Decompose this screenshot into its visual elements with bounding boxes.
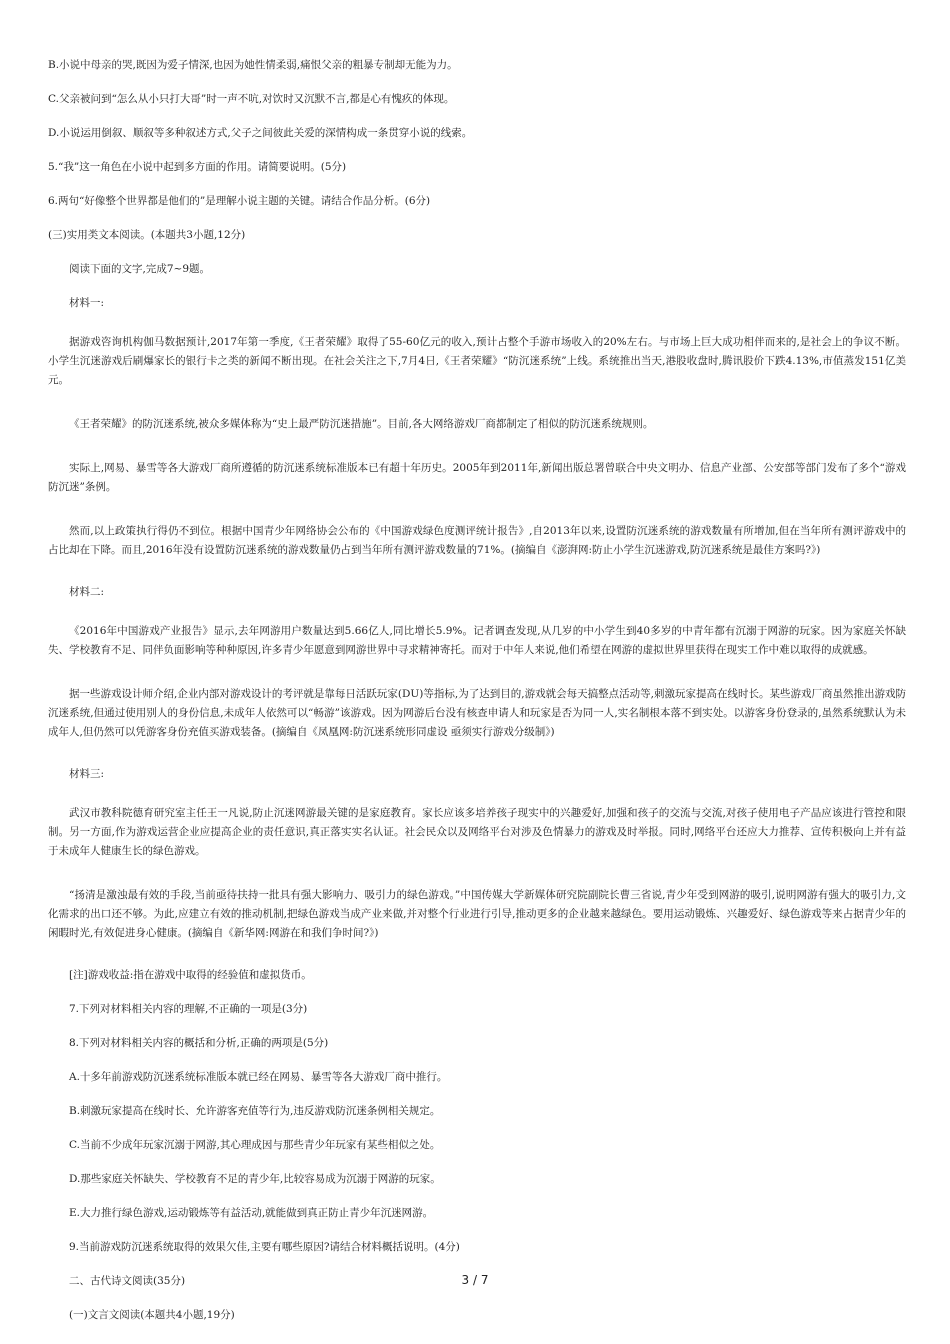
option-d: D.小说运用倒叙、顺叙等多种叙述方式,父子之间彼此关爱的深情构成一条贯穿小说的线索。 <box>48 127 473 139</box>
question-8-option-c: C.当前不少成年玩家沉溺于网游,其心理成因与那些青少年玩家有某些相似之处。 <box>69 1139 441 1151</box>
question-6: 6.两句“好像整个世界都是他们的”是理解小说主题的关键。请结合作品分析。(6分) <box>48 195 431 207</box>
question-8-option-a: A.十多年前游戏防沉迷系统标准版本就已经在网易、暴雪等各大游戏厂商中推行。 <box>69 1071 448 1083</box>
material-3-paragraph: “扬清是激浊最有效的手段,当前亟待扶持一批具有强大影响力、吸引力的绿色游戏。”中国传媒大学新媒体研究院副院长曹三省说,青少年受到网游的吸引,说明网游有强大的吸引力,文化需求的出口还不够。为此,应建立有效的推动机制,把绿色游戏当成产业来做,并对整个行业进行引导,推动更多的企业越来越绿色。要用运动锻炼、兴趣爱好、绿色游戏等来占据青少年的闲暇时光,有效促进身心健康。(摘编自《新华网:网游在和我们争时间?》) <box>48 889 906 939</box>
material-2-label: 材料二: <box>69 586 105 598</box>
section-heading-practical: (三)实用类文本阅读。(本题共3小题,12分) <box>48 229 246 241</box>
material-2-paragraph: 《2016年中国游戏产业报告》显示,去年网游用户数量达到5.66亿人,同比增长5.9%。记者调查发现,从几岁的中小学生到40多岁的中青年都有沉溺于网游的玩家。因为家庭关怀缺失、学校教育不足、同伴负面影响等种种原因,许多青少年愿意到网游世界中寻求精神寄托。而对于中年人来说,他们希望在网游的虚拟世界里获得在现实工作中难以取得的成就感。 <box>48 625 906 656</box>
option-c: C.父亲被问到“怎么从小只打大哥”时一声不吭,对饮时又沉默不言,都是心有愧疚的体现。 <box>48 93 455 105</box>
question-8-option-b: B.刺激玩家提高在线时长、允许游客充值等行为,违反游戏防沉迷条例相关规定。 <box>69 1105 441 1117</box>
question-9: 9.当前游戏防沉迷系统取得的效果欠佳,主要有哪些原因?请结合材料概括说明。(4分) <box>69 1241 460 1253</box>
section-heading-classical: 二、古代诗文阅读(35分) <box>69 1275 186 1287</box>
reading-instruction: 阅读下面的文字,完成7~9题。 <box>69 263 210 275</box>
material-2-paragraph: 据一些游戏设计师介绍,企业内部对游戏设计的考评就是靠每日活跃玩家(DU)等指标,为了达到目的,游戏就会每天搞整点活动等,刺激玩家提高在线时长。某些游戏厂商虽然推出游戏防沉迷系统,但通过使用别人的身份信息,未成年人依然可以“畅游”该游戏。因为网游后台没有核查申请人和玩家是否为同一人,实名制根本落不到实处。以游客身份登录的,虽然系统默认为未成年人,但仍然可以凭游客身份充值买游戏装备。(摘编自《凤凰网:防沉迷系统形同虚设 亟须实行游戏分级制》) <box>48 688 906 738</box>
material-3-paragraph: 武汉市教科院德育研究室主任王一凡说,防止沉迷网游最关键的是家庭教育。家长应该多培养孩子现实中的兴趣爱好,加强和孩子的交流与交流,对孩子使用电子产品应该进行管控和限制。另一方面,作为游戏运营企业应提高企业的责任意识,真正落实实名认证。社会民众以及网络平台对涉及色情暴力的游戏及时举报。同时,网络平台还应大力推荐、宣传积极向上并有益于未成年人健康生长的绿色游戏。 <box>48 807 906 857</box>
material-1-paragraph: 然而,以上政策执行得仍不到位。根据中国青少年网络协会公布的《中国游戏绿色度测评统计报告》,自2013年以来,设置防沉迷系统的游戏数量有所增加,但在当年所有测评游戏中的占比却在下降。而且,2016年没有设置防沉迷系统的游戏数量仍占到当年所有测评游戏数量的71%。(摘编自《澎湃网:防止小学生沉迷游戏,防沉迷系统是最佳方案吗?》) <box>48 525 906 556</box>
question-8: 8.下列对材料相关内容的概括和分析,正确的两项是(5分) <box>69 1037 329 1049</box>
document-page <box>48 58 906 1322</box>
question-8-option-e: E.大力推行绿色游戏,运动锻炼等有益活动,就能做到真正防止青少年沉迷网游。 <box>69 1207 434 1219</box>
question-5: 5.“我”这一角色在小说中起到多方面的作用。请简要说明。(5分) <box>48 161 347 173</box>
material-1-paragraph: 实际上,网易、暴雪等各大游戏厂商所遵循的防沉迷系统标准版本已有超十年历史。2005年到2011年,新闻出版总署曾联合中央文明办、信息产业部、公安部等部门发布了多个“游戏防沉迷”条例。 <box>48 462 906 493</box>
subsection-heading-classical-chinese: (一)文言文阅读(本题共4小题,19分) <box>69 1309 235 1321</box>
material-1-paragraph: 据游戏咨询机构伽马数据预计,2017年第一季度,《王者荣耀》取得了55-60亿元的收入,预计占整个手游市场收入的20%左右。与市场上巨大成功相伴而来的,是社会上的争议不断。小学生沉迷游戏后刷爆家长的银行卡之类的新闻不断出现。在社会关注之下,7月4日,《王者荣耀》“防沉迷系统”上线。系统推出当天,港股收盘时,腾讯股价下跌4.13%,市值蒸发151亿美元。 <box>48 336 906 386</box>
material-1-paragraph: 《王者荣耀》的防沉迷系统,被众多媒体称为“史上最严防沉迷措施”。目前,各大网络游戏厂商都制定了相似的防沉迷系统规则。 <box>69 418 654 430</box>
question-7: 7.下列对材料相关内容的理解,不正确的一项是(3分) <box>69 1003 308 1015</box>
question-8-option-d: D.那些家庭关怀缺失、学校教育不足的青少年,比较容易成为沉溺于网游的玩家。 <box>69 1173 441 1185</box>
page-number: 3 / 7 <box>461 1273 489 1287</box>
note: [注]游戏收益:指在游戏中取得的经验值和虚拟货币。 <box>69 969 312 981</box>
option-b: B.小说中母亲的哭,既因为爱子情深,也因为她性情柔弱,痛恨父亲的粗暴专制却无能为力。 <box>48 59 458 71</box>
material-3-label: 材料三: <box>69 768 105 780</box>
material-1-label: 材料一: <box>69 297 105 309</box>
